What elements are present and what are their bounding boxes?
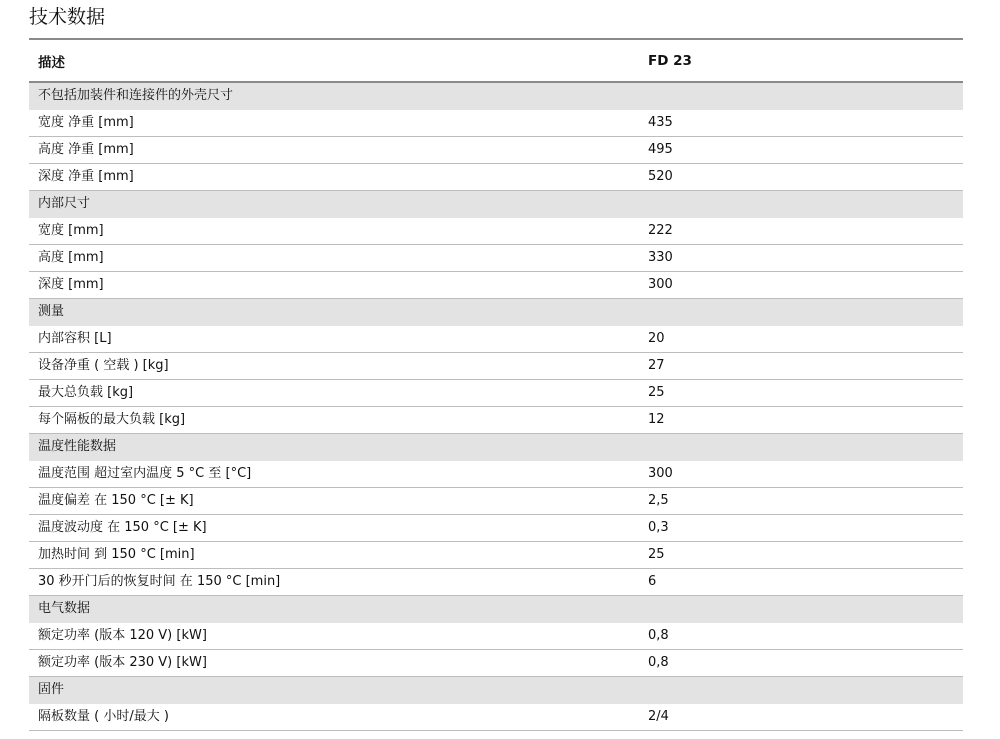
row-value: 2/4 (648, 709, 669, 724)
row-label: 加热时间 到 150 °C [min] (38, 547, 195, 562)
row-value: 27 (648, 358, 665, 373)
table-row (29, 272, 963, 299)
table-row (29, 650, 963, 677)
table-header (29, 40, 963, 83)
section-header-row (29, 83, 963, 110)
row-value: 495 (648, 142, 673, 157)
table-row (29, 164, 963, 191)
table-row (29, 110, 963, 137)
row-label: 设备净重 ( 空载 ) [kg] (38, 358, 169, 373)
row-label: 温度范围 超过室内温度 5 °C 至 [°C] (38, 466, 252, 481)
table-row (29, 353, 963, 380)
row-value: 222 (648, 223, 673, 238)
row-label: 深度 净重 [mm] (38, 169, 134, 184)
table-row (29, 326, 963, 353)
row-label: 宽度 净重 [mm] (38, 115, 134, 130)
section-label: 固件 (38, 682, 65, 697)
table-row (29, 461, 963, 488)
section-header-row (29, 299, 963, 326)
row-label: 每个隔板的最大负载 [kg] (38, 412, 186, 427)
row-label: 30 秒开门后的恢复时间 在 150 °C [min] (38, 574, 281, 589)
row-value: 435 (648, 115, 673, 130)
section-header-row (29, 677, 963, 704)
row-value: 520 (648, 169, 673, 184)
table-row (29, 245, 963, 272)
row-value: 25 (648, 385, 665, 400)
row-label: 额定功率 (版本 120 V) [kW] (38, 628, 207, 643)
row-label: 宽度 [mm] (38, 223, 104, 238)
table-row (29, 488, 963, 515)
table-row (29, 515, 963, 542)
table-body (29, 83, 963, 731)
page-title: 技术数据 (29, 6, 106, 28)
row-value: 0,8 (648, 655, 669, 670)
section-label: 测量 (38, 304, 65, 319)
row-label: 温度偏差 在 150 °C [± K] (38, 493, 194, 508)
row-label: 隔板数量 ( 小时/最大 ) (38, 709, 169, 724)
row-value: 0,8 (648, 628, 669, 643)
row-value: 300 (648, 466, 673, 481)
row-label: 温度波动度 在 150 °C [± K] (38, 520, 207, 535)
row-value: 2,5 (648, 493, 669, 508)
table-row (29, 218, 963, 245)
table-row (29, 569, 963, 596)
table-row (29, 380, 963, 407)
row-label: 深度 [mm] (38, 277, 104, 292)
row-value: 330 (648, 250, 673, 265)
row-label: 高度 净重 [mm] (38, 142, 134, 157)
table-row (29, 407, 963, 434)
row-value: 25 (648, 547, 665, 562)
row-label: 内部容积 [L] (38, 331, 112, 346)
row-value: 0,3 (648, 520, 669, 535)
header-model: FD 23 (648, 52, 692, 69)
table-row (29, 542, 963, 569)
table-row (29, 623, 963, 650)
row-label: 最大总负载 [kg] (38, 385, 134, 400)
header-description: 描述 (38, 54, 65, 71)
table-row (29, 704, 963, 731)
section-header-row (29, 434, 963, 461)
row-value: 300 (648, 277, 673, 292)
table-row (29, 137, 963, 164)
section-label: 不包括加装件和连接件的外壳尺寸 (38, 88, 234, 103)
section-label: 电气数据 (38, 601, 91, 616)
section-header-row (29, 191, 963, 218)
section-header-row (29, 596, 963, 623)
spec-table (29, 38, 963, 731)
section-label: 温度性能数据 (38, 439, 117, 454)
row-label: 额定功率 (版本 230 V) [kW] (38, 655, 207, 670)
row-value: 6 (648, 574, 657, 589)
row-value: 20 (648, 331, 665, 346)
row-value: 12 (648, 412, 665, 427)
section-label: 内部尺寸 (38, 196, 91, 211)
row-label: 高度 [mm] (38, 250, 104, 265)
